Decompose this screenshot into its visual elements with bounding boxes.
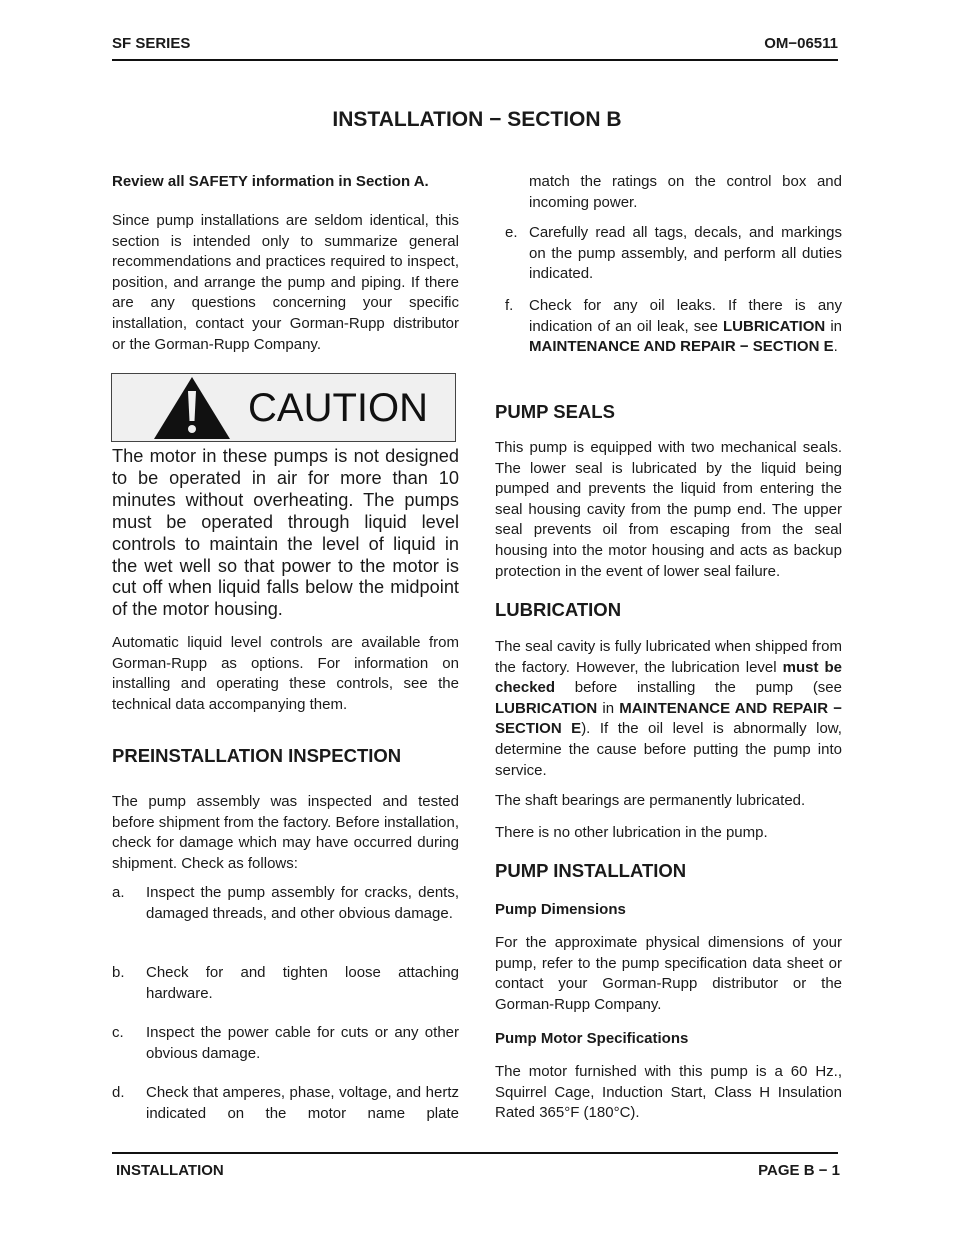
- list-item-label: e.: [505, 224, 518, 241]
- lubrication-text: [495, 637, 842, 781]
- lubrication-heading: LUBRICATION: [495, 599, 622, 620]
- list-item-text: Carefully read all tags, decals, and markings on the pump assembly, and perform all duties indicated.: [529, 224, 842, 283]
- footer-page-number: PAGE B − 1: [758, 1162, 840, 1179]
- auto-controls-paragraph: [112, 633, 459, 715]
- pump-motor-specs-text: The motor furnished with this pump is a 60 Hz., Squirrel Cage, Induction Start, Class H Insulation Rated 365°F (180°C).: [495, 1063, 842, 1122]
- text-run: The seal cavity is fully lubricated when shipped from the factory. However, the lubrication level: [495, 638, 842, 676]
- list-item-label: b.: [112, 964, 125, 981]
- lubrication-paragraph: [495, 637, 842, 781]
- list-item-text: Inspect the pump assembly for cracks, dents, damaged threads, and other obvious damage.: [146, 884, 459, 922]
- list-item-label: f.: [505, 297, 514, 314]
- preinstallation-text: The pump assembly was inspected and tested before shipment from the factory. Before installation, check for damage which may have occurred during shipment. Check as follows:: [112, 793, 459, 872]
- section-reference: MAINTENANCE AND REPAIR − SECTION E: [529, 338, 834, 356]
- page-title: INSTALLATION − SECTION B: [332, 108, 622, 131]
- list-item-label: a.: [112, 884, 125, 901]
- text-run: Check for any oil leaks. If there is any indication of an oil leak, see: [529, 297, 842, 335]
- header-rule: [112, 59, 838, 61]
- text-run: ). If the oil level is abnormally low, determine the cause before putting the pump into service.: [495, 720, 842, 779]
- list-item: [112, 1023, 459, 1065]
- list-item-text: Check that amperes, phase, voltage, and hertz indicated on the motor name plate: [146, 1084, 459, 1122]
- list-item-text: match the ratings on the control box and incoming power.: [529, 173, 842, 211]
- header-doc-number: OM−06511: [764, 35, 838, 52]
- list-item-d-continued: [529, 172, 842, 213]
- footer-rule: [112, 1152, 838, 1154]
- list-item-text: [529, 296, 842, 358]
- pump-seals-text: This pump is equipped with two mechanical seals. The lower seal is lubricated by the liquid being pumped and prevents the liquid from entering the seal housing cavity from the pump end. The upper seal prevents oil from escaping from the seal housing into the motor housing and acts as backup protection in the event of lower seal failure.: [495, 439, 842, 580]
- bearings-note: The shaft bearings are permanently lubricated.: [495, 792, 806, 809]
- preinstallation-paragraph: [112, 792, 459, 874]
- list-item-text: Inspect the power cable for cuts or any other obvious damage.: [146, 1024, 459, 1062]
- pump-motor-specs-paragraph: [495, 1062, 842, 1124]
- footer-section-name: INSTALLATION: [116, 1162, 224, 1179]
- pump-dimensions-paragraph: [495, 933, 842, 1015]
- header-series: SF SERIES: [112, 35, 191, 52]
- list-item: [112, 963, 459, 1005]
- section-reference: LUBRICATION: [723, 317, 826, 335]
- intro-text: Since pump installations are seldom identical, this section is intended only to summarize general recommendations and practices required to inspect, position, and arrange the pump and piping. If there are any questions concerning your specific installation, contact your Gorman-Rupp distributor or the Gorman-Rupp Company.: [112, 212, 459, 353]
- auto-controls-text: Automatic liquid level controls are available from Gorman-Rupp as options. For information on installing and operating these controls, see the technical data accompanying them.: [112, 634, 459, 713]
- section-reference: LUBRICATION: [495, 699, 598, 717]
- text-run: before installing the pump (see: [555, 679, 842, 697]
- list-item: [112, 1083, 459, 1125]
- list-item: [112, 883, 459, 945]
- warning-icon: [154, 377, 230, 439]
- list-item-label: d.: [112, 1084, 125, 1101]
- pump-motor-specs-heading: Pump Motor Specifications: [495, 1030, 689, 1047]
- safety-review-note: Review all SAFETY information in Section A.: [112, 173, 429, 190]
- no-other-lubrication-note: There is no other lubrication in the pump.: [495, 824, 768, 841]
- intro-paragraph: [112, 211, 459, 355]
- caution-text: The motor in these pumps is not designed to be operated in air for more than 10 minutes without overheating. The pumps must be operated through liquid level controls to maintain the level of liquid in the wet well so that power to the motor is cut off when liquid falls below the midpoint of the motor housing.: [112, 446, 459, 620]
- pump-dimensions-text: For the approximate physical dimensions of your pump, refer to the pump specification data sheet or contact your Gorman-Rupp distributor or the Gorman-Rupp Company.: [495, 934, 842, 1013]
- pump-seals-paragraph: [495, 438, 842, 582]
- pump-seals-heading: PUMP SEALS: [495, 401, 615, 422]
- list-item-label: c.: [112, 1024, 124, 1041]
- text-run: in: [597, 699, 620, 717]
- pump-dimensions-heading: Pump Dimensions: [495, 901, 626, 918]
- text-run: .: [833, 338, 838, 356]
- list-item: [495, 296, 842, 378]
- section-reference: MAINTENANCE AND REPAIR − SECTION E: [495, 699, 842, 738]
- caution-label: CAUTION: [248, 386, 428, 430]
- pump-installation-heading: PUMP INSTALLATION: [495, 860, 687, 881]
- text-run: in: [825, 317, 843, 335]
- list-item-text: Check for and tighten loose attaching hardware.: [146, 964, 459, 1002]
- caution-banner: [111, 373, 456, 442]
- list-item: [495, 223, 842, 285]
- emphasis: must be checked: [495, 658, 843, 697]
- preinstallation-heading: PREINSTALLATION INSPECTION: [112, 745, 402, 766]
